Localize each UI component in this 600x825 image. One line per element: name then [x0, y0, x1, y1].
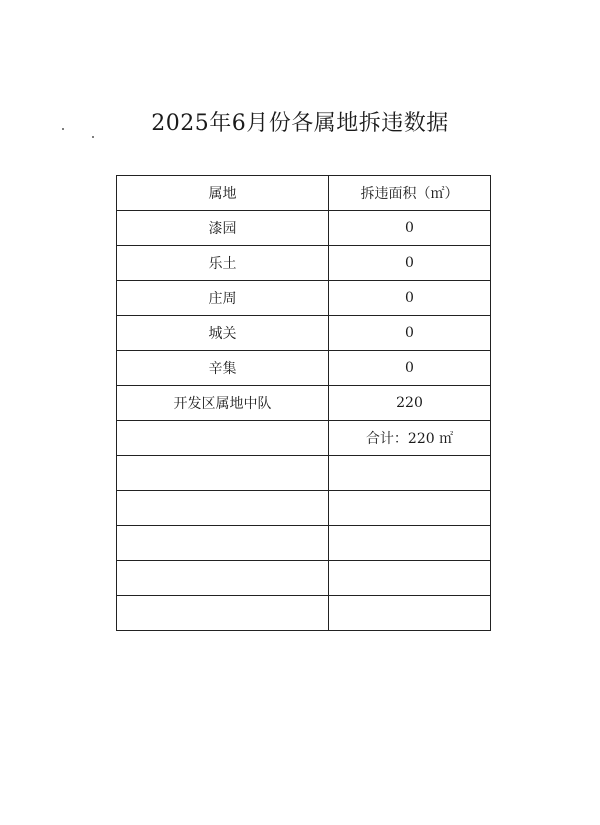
empty-cell [117, 596, 329, 631]
table-row [117, 316, 491, 351]
area-cell: 0 [329, 351, 491, 386]
table-total-row [117, 421, 491, 456]
locality-cell: 开发区属地中队 [117, 386, 329, 421]
table-row [117, 211, 491, 246]
empty-cell [329, 561, 491, 596]
total-cell: 合计：220 ㎡ [329, 421, 491, 456]
empty-cell [329, 596, 491, 631]
area-cell: 0 [329, 316, 491, 351]
document-title: 2025年6月份各属地拆违数据 [151, 111, 449, 136]
area-cell: 0 [329, 211, 491, 246]
table-row [117, 246, 491, 281]
area-cell: 220 [329, 386, 491, 421]
locality-cell [117, 421, 329, 456]
table-row [117, 281, 491, 316]
table-row-empty [117, 561, 491, 596]
empty-cell [329, 526, 491, 561]
empty-cell [117, 491, 329, 526]
table-row-empty [117, 526, 491, 561]
locality-cell: 漆园 [117, 211, 329, 246]
empty-cell [329, 491, 491, 526]
table-row-empty [117, 491, 491, 526]
table-row-empty [117, 456, 491, 491]
table-header-row [117, 176, 491, 211]
locality-cell: 庄周 [117, 281, 329, 316]
empty-cell [117, 561, 329, 596]
table-row-empty [117, 596, 491, 631]
locality-cell: 辛集 [117, 351, 329, 386]
empty-cell [329, 456, 491, 491]
demolition-data-table [116, 175, 491, 631]
area-cell: 0 [329, 281, 491, 316]
locality-cell: 城关 [117, 316, 329, 351]
table-row [117, 386, 491, 421]
table-row [117, 351, 491, 386]
empty-cell [117, 526, 329, 561]
locality-cell: 乐土 [117, 246, 329, 281]
header-demolition-area: 拆违面积（㎡） [329, 176, 491, 211]
header-locality: 属地 [117, 176, 329, 211]
empty-cell [117, 456, 329, 491]
area-cell: 0 [329, 246, 491, 281]
